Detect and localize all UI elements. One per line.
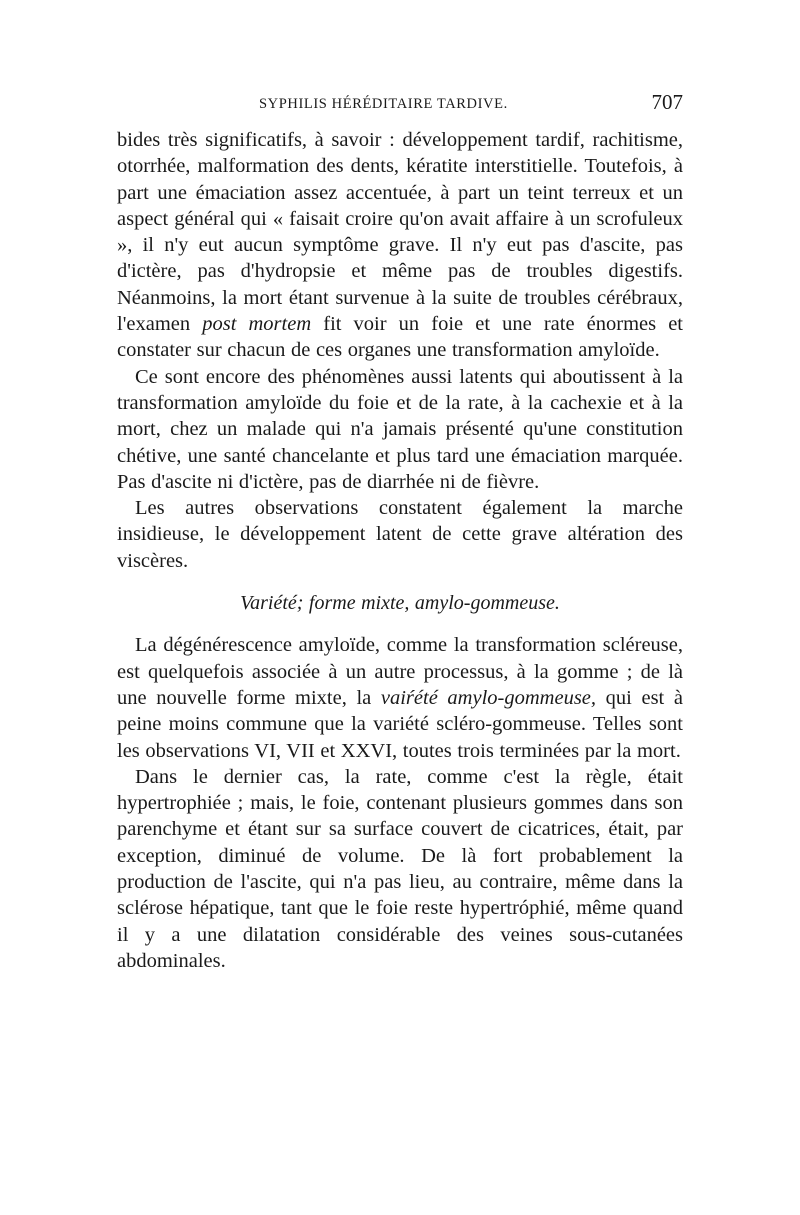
page-number: 707 <box>651 90 683 114</box>
paragraph-4-end: qui est à peine moins commune que la variété scléro-gommeuse. Telles sont les observations VI, VII et XXVI, toutes trois terminées par la mort. <box>117 686 683 762</box>
running-title: SYPHILIS HÉRÉDITAIRE TARDIVE. <box>259 96 508 112</box>
paragraph-4-text: La dégénérescence amyloïde, comme la transformation scléreuse, est quelquefois associée à un autre processus, à la gomme ; de là une nouvelle forme mixte, la <box>117 634 683 709</box>
paragraph-4-italic: vaiŕété amylo-gommeuse, <box>380 686 597 709</box>
paragraph-1 <box>117 127 683 364</box>
paragraph-3: Les autres observations constatent également la marche insidieuse, le développement latent de cette grave altération des viscères. <box>117 497 683 572</box>
paragraph-5: Dans le dernier cas, la rate, comme c'est la règle, était hypertrophiée ; mais, le foie, contenant plusieurs gommes dans son parenchyme et étant sur sa surface couvert de cicatrices, était, par exception, diminué de volume. De là fort probablement la production de l'ascite, qui n'a pas lieu, au contraire, même dans la sclérose hépatique, tant que le foie reste hypertróphié, même quand il y a une dilatation considérable des veines sous-cutanées abdominales. <box>117 765 683 972</box>
body-text <box>117 127 683 974</box>
paragraph-1-text: bides très significatifs, à savoir : développement tardif, rachitisme, otorrhée, malformation des dents, kératite interstitielle. Toutefois, à part une émaciation assez accentuée, à part un teint terreux et un aspect général qui « faisait croire qu'on avait affaire à un scrofuleux », il n'y eut aucun symptôme grave. Il n'y eut pas d'ascite, pas d'ictère, pas d'hydropsie et même pas de troubles digestifs. Néanmoins, la mort étant survenue à la suite de troubles cérébraux, l'examen <box>117 129 683 336</box>
paragraph-4 <box>117 632 683 763</box>
paragraph-2: Ce sont encore des phénomènes aussi latents qui aboutissent à la transformation amyloïde du foie et de la rate, à la cachexie et à la mort, chez un malade qui n'a jamais présenté qu'une constitution chétive, une santé chancelante et plus tard une émaciation marquée. Pas d'ascite ni d'ictère, pas de diarrhée ni de fièvre. <box>117 365 683 493</box>
running-header <box>117 90 683 118</box>
paragraph-1-end: fit voir un foie et une rate énormes et constater sur chacun de ces organes une transformation amyloïde. <box>117 313 683 362</box>
paragraph-1-italic: post mortem <box>202 313 312 336</box>
section-heading: Variété; forme mixte, amylo-gommeuse. <box>240 592 560 615</box>
